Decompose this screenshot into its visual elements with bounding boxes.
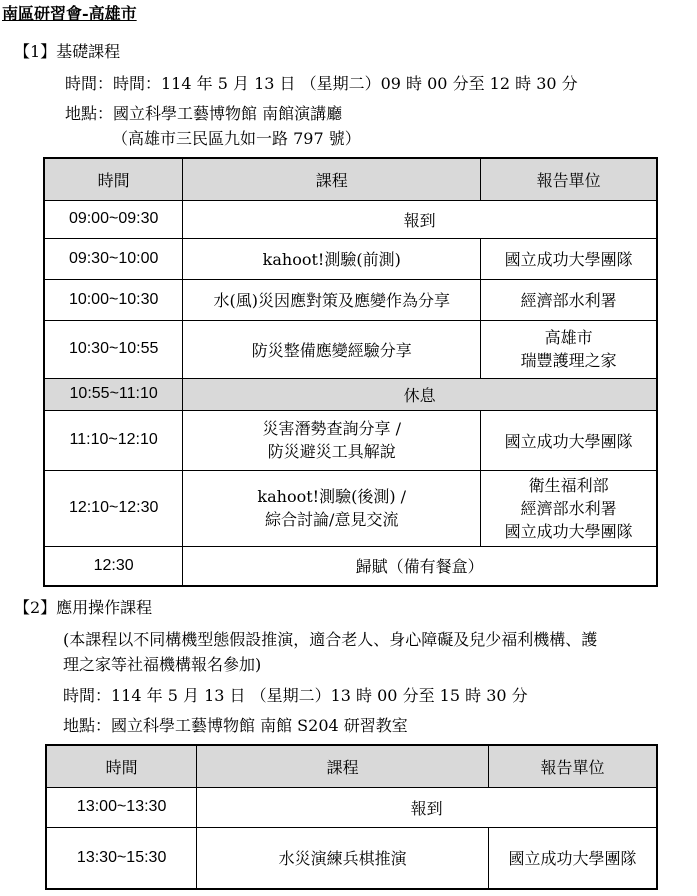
course-line: 防災避災工具解說 <box>267 442 396 461</box>
header-unit: 報告單位 <box>481 158 657 200</box>
row-unit: 國立成功大學團隊 <box>481 238 657 279</box>
row-time: 11:10~12:10 <box>44 410 183 470</box>
unit-line: 國立成功大學團隊 <box>504 521 633 541</box>
table-row <box>46 827 657 889</box>
row-course: kahoot!測驗(前測) <box>183 238 481 279</box>
row-unit: 國立成功大學團隊 <box>489 827 657 889</box>
unit-line: 衛生福利部 <box>528 475 609 495</box>
schedule-table-1 <box>43 157 658 587</box>
row-time: 12:10~12:30 <box>44 470 183 546</box>
unit-line: 經濟部水利署 <box>520 498 617 518</box>
unit-line: 瑞豐護理之家 <box>520 351 617 370</box>
course-line: 綜合討論/意見交流 <box>265 510 399 529</box>
row-time: 10:55~11:10 <box>44 378 183 410</box>
row-course: 報到 <box>183 200 657 238</box>
row-course <box>183 470 481 546</box>
section2-heading: 【2】應用操作課程 <box>14 598 153 617</box>
header-course: 課程 <box>183 158 481 200</box>
section1-time: 時間：時間：114 年 5 月 13 日 （星期二）09 時 00 分至 12 時 30 分 <box>65 74 578 93</box>
section2-note-line1: (本課程以不同構機型態假設推演，適合老人、身心障礙及兒少福利機構、護 <box>63 630 598 649</box>
row-unit: 經濟部水利署 <box>481 279 657 320</box>
table-row <box>44 279 657 320</box>
table-header-row <box>44 158 657 200</box>
row-time: 09:00~09:30 <box>44 200 183 238</box>
table-row <box>46 787 657 827</box>
table-row <box>44 546 657 586</box>
course-line: 災害潛勢查詢分享 / <box>262 419 401 438</box>
row-course: 水災演練兵棋推演 <box>197 827 489 889</box>
header-time: 時間 <box>46 745 197 787</box>
table-row <box>44 200 657 238</box>
table-row <box>44 320 657 378</box>
course-line: kahoot!測驗(後測) / <box>257 487 407 506</box>
header-unit: 報告單位 <box>489 745 657 787</box>
schedule-table-2 <box>45 744 658 890</box>
section2-note-line2: 理之家等社福機構報名參加) <box>63 655 262 674</box>
row-course: 防災整備應變經驗分享 <box>183 320 481 378</box>
header-course: 課程 <box>197 745 489 787</box>
row-unit <box>481 470 657 546</box>
section2-time: 時間：114 年 5 月 13 日 （星期二）13 時 00 分至 15 時 30 分 <box>63 686 528 705</box>
row-course: 報到 <box>197 787 657 827</box>
header-time: 時間 <box>44 158 183 200</box>
row-course: 休息 <box>183 378 657 410</box>
table-row <box>44 238 657 279</box>
section1-place: 地點：國立科學工藝博物館 南館演講廳 <box>65 104 343 123</box>
table-header-row <box>46 745 657 787</box>
row-unit: 國立成功大學團隊 <box>481 410 657 470</box>
row-time: 09:30~10:00 <box>44 238 183 279</box>
row-time: 10:30~10:55 <box>44 320 183 378</box>
row-unit <box>481 320 657 378</box>
table-row-break <box>44 378 657 410</box>
table-row <box>44 410 657 470</box>
table-row <box>44 470 657 546</box>
section2-place: 地點：國立科學工藝博物館 南館 S204 研習教室 <box>63 716 408 735</box>
row-time: 12:30 <box>44 546 183 586</box>
row-time: 10:00~10:30 <box>44 279 183 320</box>
row-course: 歸賦（備有餐盒） <box>183 546 657 586</box>
page-title: 南區研習會-高雄市 <box>2 4 137 23</box>
row-time: 13:30~15:30 <box>46 827 197 889</box>
row-time: 13:00~13:30 <box>46 787 197 827</box>
row-course <box>183 410 481 470</box>
section1-address: （高雄市三民區九如一路 797 號） <box>112 129 361 148</box>
unit-line: 高雄市 <box>544 328 593 347</box>
row-course: 水(風)災因應對策及應變作為分享 <box>183 279 481 320</box>
section1-heading: 【1】基礎課程 <box>14 42 121 61</box>
